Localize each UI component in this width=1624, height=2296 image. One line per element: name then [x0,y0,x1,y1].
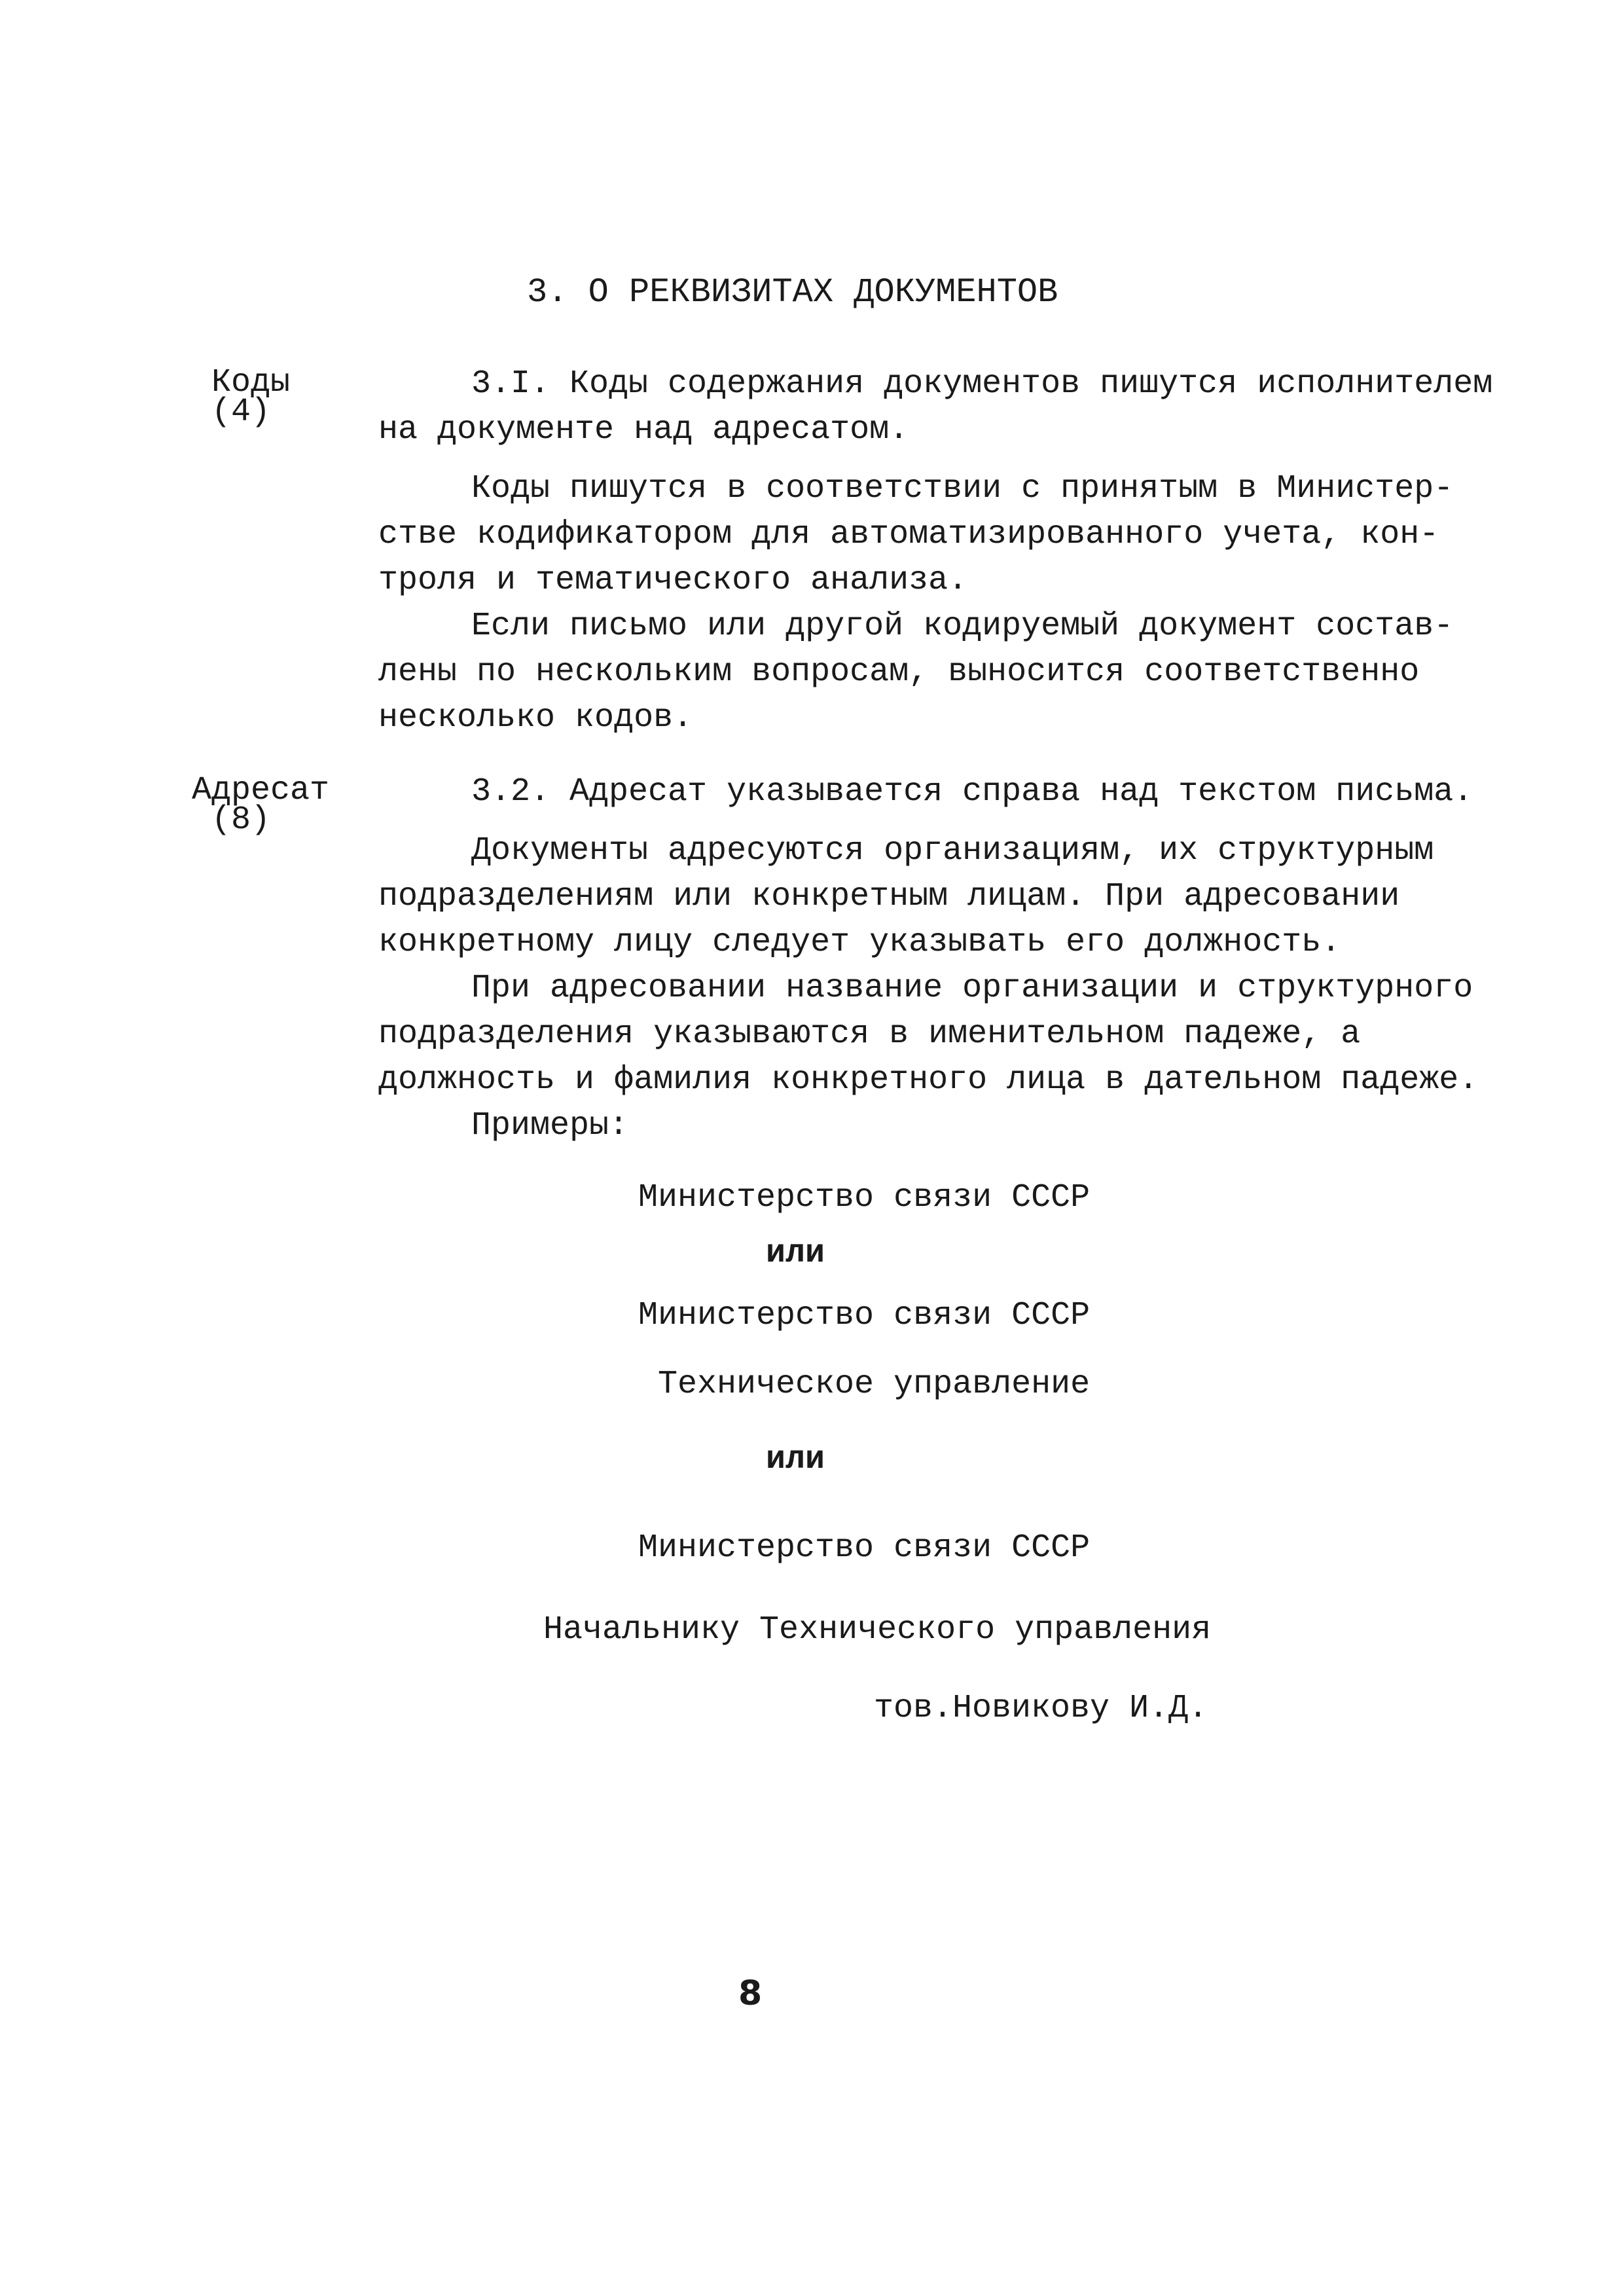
para-codes-line-3: троля и тематического анализа. [378,562,968,599]
example-3-line-2: Начальнику Технического управления [543,1611,1212,1649]
example-2-line-1: Министерство связи СССР [638,1297,1091,1334]
para-codes-2-line-2: лены по нескольким вопросам, выносится соответственно [378,653,1420,691]
para-codes-2-line-1: Если письмо или другой кодируемый документ состав- [471,608,1454,645]
or-2: или [766,1441,825,1478]
or-1: или [766,1235,825,1272]
para-3-2-line-1: 3.2. Адресат указывается справа над текстом письма. [471,773,1473,811]
margin-label-addressee: Адресат [192,772,330,809]
margin-ref-addressee: (8) [211,801,271,839]
para-addressee-2-line-2: подразделения указываются в именительном падеже, а [378,1015,1361,1053]
para-addressee-2-line-3: должность и фамилия конкретного лица в дательном падеже. [378,1061,1479,1099]
example-1: Министерство связи СССР [638,1179,1091,1216]
para-addressee-line-3: конкретному лицу следует указывать его должность. [378,924,1341,961]
para-codes-2-line-3: несколько кодов. [378,699,693,737]
example-2-line-2: Техническое управление [658,1366,1091,1403]
section-heading: 3. О РЕКВИЗИТАХ ДОКУМЕНТОВ [527,273,1058,312]
para-3-1-line-2: на документе над адресатом. [378,411,909,448]
example-3-line-1: Министерство связи СССР [638,1529,1091,1567]
examples-label: Примеры: [471,1107,629,1144]
para-3-1-line-1: 3.I. Коды содержания документов пишутся исполнителем [471,365,1493,403]
margin-ref-codes: (4) [211,393,271,431]
para-codes-line-2: стве кодификатором для автоматизированного учета, кон- [378,516,1439,553]
page-number: 8 [738,1974,763,2013]
para-codes-line-1: Коды пишутся в соответствии с принятым в Министер- [471,470,1454,507]
para-addressee-line-2: подразделениям или конкретным лицам. При адресовании [378,878,1400,915]
example-3-line-3: тов.Новикову И.Д. [874,1690,1208,1727]
para-addressee-2-line-1: При адресовании название организации и структурного [471,970,1473,1007]
margin-label-codes: Коды [211,364,291,401]
para-addressee-line-1: Документы адресуются организациям, их структурным [471,832,1434,869]
